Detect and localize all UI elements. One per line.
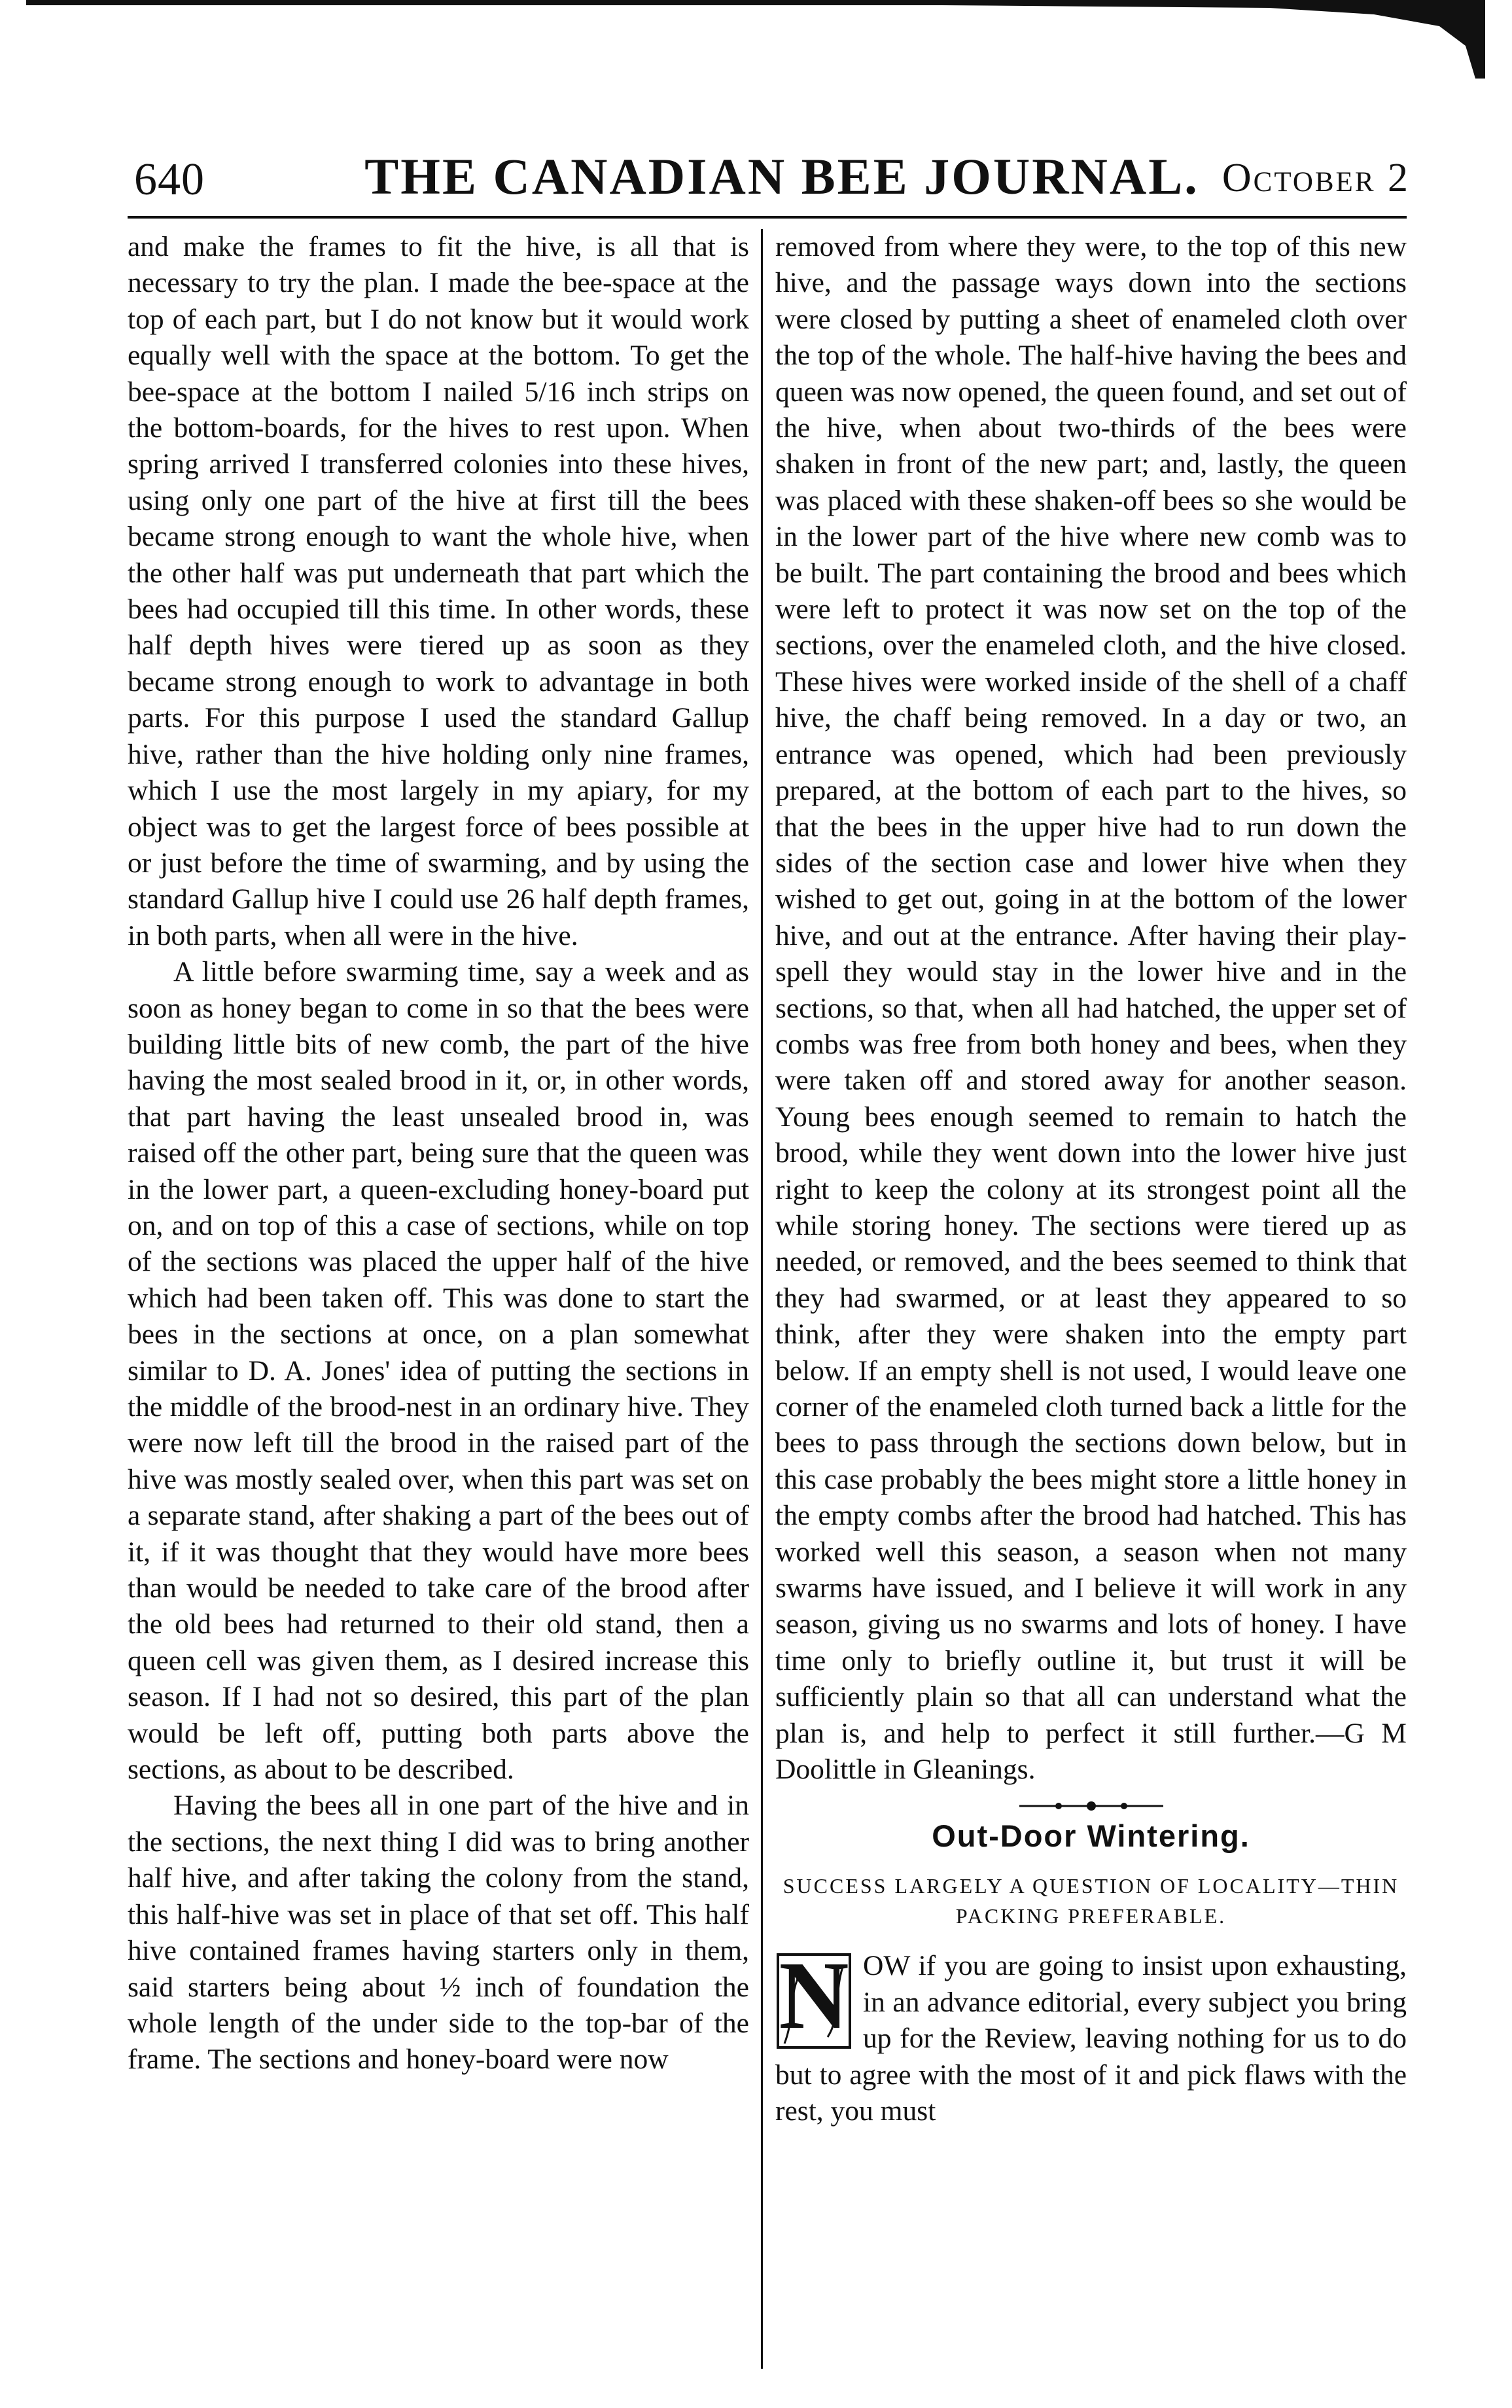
left-column xyxy=(128,229,749,2375)
scan-edge-stroke xyxy=(26,0,1485,85)
issue-date: October 2 xyxy=(1222,156,1410,200)
drop-cap: N xyxy=(775,1952,853,2050)
body-paragraph: removed from where they were, to the top of this new hive, and the passage ways down into the sections were closed by putting a sheet of enameled cloth over the top of the whole. The half-hive having the bees and queen was now opened, the queen found, and set out of the hive, when about two-thirds of the bees were shaken in front of the new part; and, lastly, the queen was placed with these shaken-off bees so she would be in the lower part of the hive where new comb was to be built. The part containing the brood and bees which were left to protect it was now set on the top of the sections, over the enameled cloth, and the hive closed. These hives were worked inside of the shell of a chaff hive, the chaff being removed. In a day or two, an entrance was opened, which had been previously prepared, at the bottom of each part to the hives, so that the bees in the upper hive had to run down the sides of the section case and lower hive when they wished to get out, going in at the bottom of the lower hive, and out at the entrance. After having their play-spell they would stay in the lower hive and in the sections, so that, when all had hatched, the upper set of combs was free from both honey and bees, when they were taken off and stored away for another season. Young bees enough seemed to remain to hatch the brood, while they went down into the lower hive just right to keep the colony at its strongest point all the while storing honey. The sections were tiered up as needed, or removed, and the bees seemed to think that they had swarmed, or at least they appeared to so think, after they were shaken into the empty part below. If an empty shell is not used, I would leave one corner of the enameled cloth turned back a little for the bees to pass through the sections down below, but in this case probably the bees might store a little honey in the empty combs after the brood had hatched. This has worked well this season, a season when not many swarms have issued, and I believe it will work in any season, giving us no swarms and lots of honey. I have time only to briefly outline it, but trust it will be sufficiently plain so that all can understand what the plan is, and help to perfect it still further.—G M Doolittle in Gleanings. xyxy=(775,231,1407,1786)
right-column xyxy=(775,229,1407,2375)
article-heading xyxy=(775,1799,1407,1931)
page-number: 640 xyxy=(134,154,205,205)
running-header xyxy=(134,141,1410,226)
body-paragraph: Having the bees all in one part of the hive and in the sections, the next thing I did was to bring another half hive, and after taking the colony from the stand, this half-hive was set in place of that set off. This half hive contained frames having starters only in them, said starters being about ½ inch of foundation the whole length of the under side to the top-bar of the frame. The sections and honey-board were now xyxy=(128,1790,749,2076)
article-first-paragraph: OW if you are going to insist upon exhausting, in an advance editorial, every subject you bring up for the Review, leaving nothing for us to do but to agree with the most of it and pick flaws with the rest, you must xyxy=(775,1950,1407,2127)
article-title: Out-Door Wintering. xyxy=(932,1818,1250,1854)
article-opening xyxy=(775,1942,1407,2129)
body-paragraph: and make the frames to fit the hive, is all that is necessary to try the plan. I made the bee-space at the top of each part, but I do not know but it would work equally well with the space at the bottom. To get the bee-space at the bottom I nailed 5/16 inch strips on the bottom-boards, for the hives to rest upon. When spring arrived I transferred colonies into these hives, using only one part of the hive at first till the bees became strong enough to want the whole hive, when the other half was put underneath that part which the bees had occupied till this time. In other words, these half depth hives were tiered up as soon as they became strong enough to work to advantage in both parts. For this purpose I used the standard Gallup hive, rather than the hive holding only nine frames, which I use the most largely in my apiary, for my object was to get the largest force of bees possible at or just before the time of swarming, and by using the standard Gallup hive I could use 26 half depth frames, in both parts, when all were in the hive. xyxy=(128,231,749,951)
journal-title: THE CANADIAN BEE JOURNAL. xyxy=(364,148,1199,205)
column-divider xyxy=(761,229,763,2369)
body-paragraph: A little before swarming time, say a week and as soon as honey began to come in so that the bees were building little bits of new comb, the part of the hive having the most sealed brood in it, or, in other words, that part having the least unsealed brood in, was raised off the other part, being sure that the queen was in the lower part, a queen-excluding honey-board put on, and on top of this a case of sections, while on top of the sections was placed the upper half of the hive which had been taken off. This was done to start the bees in the sections at once, on a plan somewhat similar to D. A. Jones' idea of putting the sections in the middle of the brood-nest in an ordinary hive. They were now left till the brood in the raised part of the hive was mostly sealed over, when this part was set on a separate stand, after shaking a part of the bees out of it, if it was thought that they would have more bees than would be needed to take care of the brood after the old bees had returned to their old stand, then a queen cell was given them, as I desired increase this season. If I had not so desired, this part of the plan would be left off, putting both parts above the sections, as about to be described. xyxy=(128,956,749,1786)
header-rule xyxy=(128,216,1407,219)
ornament-divider-icon xyxy=(1019,1799,1163,1813)
article-subtitle: SUCCESS LARGELY A QUESTION OF LOCALITY—THIN PACKING PREFERABLE. xyxy=(782,1874,1399,1928)
